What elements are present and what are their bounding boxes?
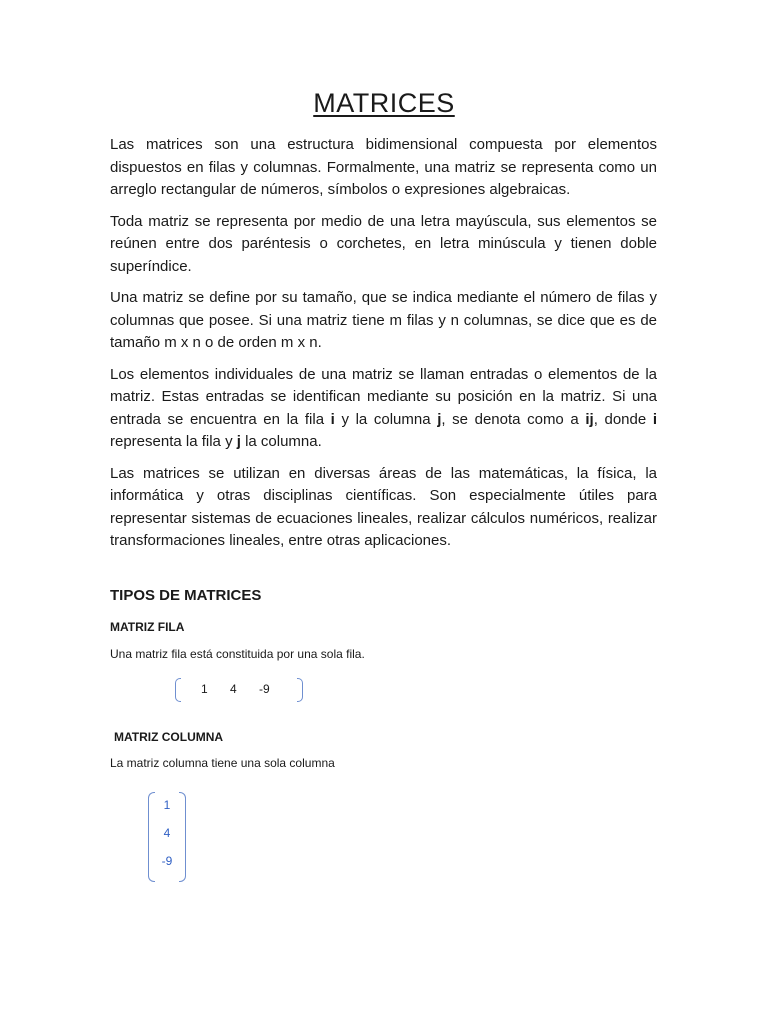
paragraph-notation: Toda matriz se representa por medio de una letra mayúscula, sus elementos se reúnen entre dos paréntesis o corchetes, en letra minúscula y tienen doble superíndice. [110, 212, 657, 275]
row-matrix-heading: MATRIZ FILA [110, 620, 185, 634]
entries-bold-j-2: j [236, 433, 241, 450]
entries-text-4: , donde [593, 410, 653, 428]
row-matrix-description: Una matriz fila está constituida por una sola fila. [110, 647, 365, 661]
entries-bold-i: i [330, 410, 335, 428]
column-matrix-description: La matriz columna tiene una sola columna [110, 756, 335, 770]
matrix-cell: 1 [201, 682, 208, 696]
entries-bold-j: j [437, 410, 442, 428]
right-bracket [297, 678, 303, 702]
paragraph-applications: Las matrices se utilizan en diversas áreas de las matemáticas, la física, la informática y otras disciplinas científicas. Son especialmente útiles para representar sistemas de ecuaciones lineales, realizar cálculos numéricos, realizar transformaciones lineales, entre otras aplicaciones. [110, 464, 657, 549]
matrix-cell: 4 [230, 682, 237, 696]
matrix-cell: 1 [163, 798, 171, 812]
column-matrix [148, 792, 186, 882]
row-matrix [175, 678, 303, 702]
paragraph-size: Una matriz se define por su tamaño, que se indica mediante el número de filas y columnas que posee. Si una matriz tiene m filas y n columnas, se dice que es de tamaño m x n o de orden m x n. [110, 289, 657, 351]
matrix-cell: 4 [163, 826, 171, 840]
entries-bold-ij: ij [585, 410, 594, 428]
entries-text-1: Los elementos individuales de una matriz se llaman entradas o elementos de la matriz. Estas entradas se identifican mediante su posición en la matriz. Si una entrada se encuentra en la fila [110, 365, 657, 428]
entries-text-5: representa la fila y [110, 433, 237, 450]
entries-text-2: y la columna [334, 410, 438, 428]
body-text [110, 134, 657, 562]
matrix-cell: -9 [259, 682, 270, 696]
entries-bold-i-2: i [652, 410, 657, 428]
page-title: MATRICES [313, 88, 455, 118]
left-bracket [175, 678, 181, 702]
paragraph-entries [110, 364, 657, 454]
entries-text-6: la columna. [240, 433, 322, 450]
entries-text-3: , se denota como a [441, 410, 586, 428]
right-bracket [179, 792, 186, 882]
matrix-cell: -9 [161, 854, 173, 868]
section-title: TIPOS DE MATRICES [110, 587, 262, 604]
column-matrix-heading: MATRIZ COLUMNA [114, 730, 224, 744]
paragraph-definition: Las matrices son una estructura bidimensional compuesta por elementos dispuestos en filas y columnas. Formalmente, una matriz se representa como un arreglo rectangular de números, símbolos o expresiones algebraicas. [110, 136, 657, 198]
